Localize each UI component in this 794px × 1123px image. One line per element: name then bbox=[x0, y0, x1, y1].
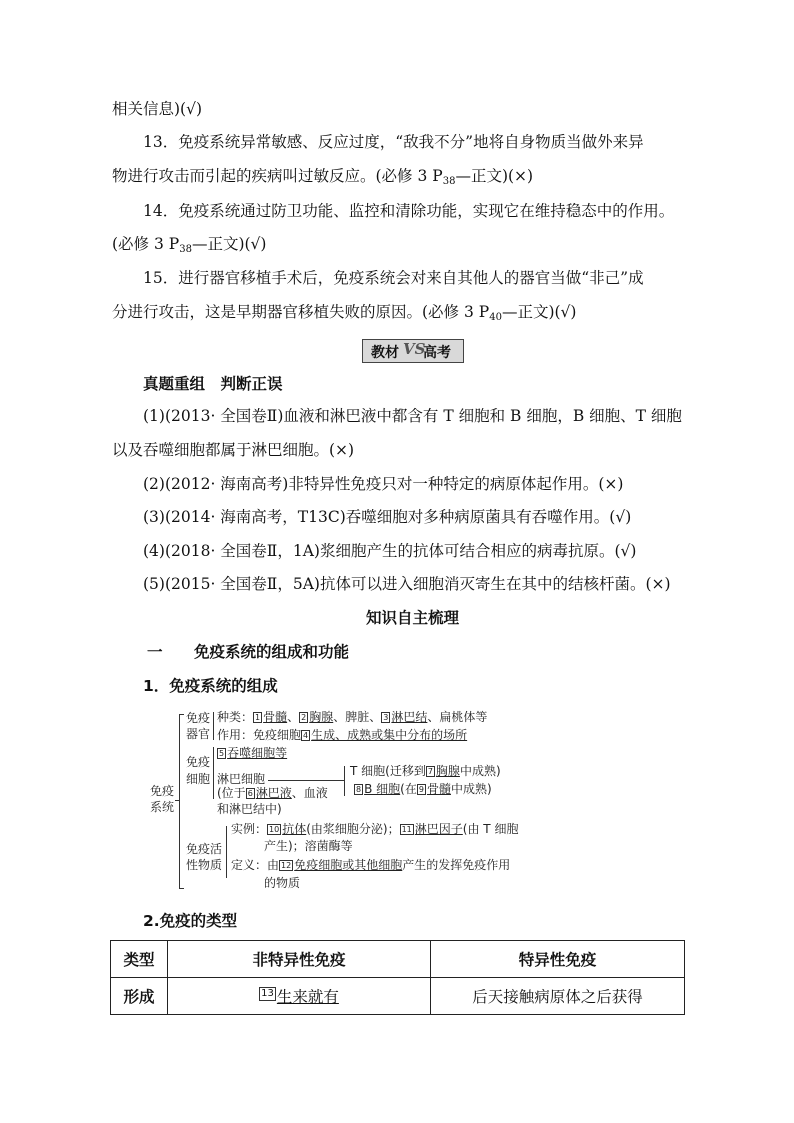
textbook-vs-exam-badge bbox=[362, 339, 464, 363]
active-definition: 定义：由 12 免疫细胞或其他细胞产生的发挥免疫作用 bbox=[231, 858, 511, 872]
organ-label: 器官 bbox=[186, 727, 211, 741]
table-header-cell: 非特异性免疫 bbox=[168, 941, 431, 978]
statement-15-line1: 15．进行器官移植手术后，免疫系统会对来自其他人的器官当做“非己”成 bbox=[143, 269, 644, 287]
table-cell: 形成 bbox=[111, 978, 168, 1015]
diagram-root-label: 免疫 bbox=[150, 784, 175, 798]
question-item: (3)(2014· 海南高考，T13C)吞噬细胞对多种病原菌具有吞噬作用。(√) bbox=[143, 508, 632, 526]
table-header-cell: 类型 bbox=[111, 941, 168, 978]
organ-label: 免疫 bbox=[186, 711, 211, 725]
question-item: (2)(2012· 海南高考)非特异性免疫只对一种特定的病原体起作用。(×) bbox=[143, 475, 624, 493]
active-examples-cont: 产生)；溶菌酶等 bbox=[264, 839, 353, 853]
brace-tick bbox=[179, 888, 184, 889]
badge-left-label: 教材 bbox=[371, 345, 399, 361]
brace-tick bbox=[175, 800, 179, 801]
diagram-root-label: 系统 bbox=[150, 800, 175, 814]
organ-kinds: 种类： 1 骨髓、 2 胸腺、脾脏、 3 淋巴结、扁桃体等 bbox=[217, 710, 488, 724]
organ-function: 作用：免疫细胞 4 生成、成熟或集中分布的场所 bbox=[217, 728, 468, 742]
statement-15-line2: 分进行攻击，这是早期器官移植失败的原因。(必修 3 $P_{40}—$正文)(√) bbox=[112, 303, 577, 323]
active-substance-label: 免疫活 bbox=[186, 842, 223, 856]
main-brace bbox=[179, 714, 180, 888]
phagocyte-line: 5 吞噬细胞等 bbox=[219, 746, 288, 760]
section-heading: 真题重组 判断正误 bbox=[143, 375, 283, 393]
table-row bbox=[111, 978, 685, 1015]
cell-label: 免疫 bbox=[186, 755, 211, 769]
active-substance-label: 性物质 bbox=[186, 858, 223, 872]
cell-label: 细胞 bbox=[186, 772, 211, 786]
question-item: (5)(2015· 全国卷Ⅱ，5A)抗体可以进入细胞消灭寄生在其中的结核杆菌。(×) bbox=[143, 575, 671, 593]
part-number: 一 bbox=[147, 643, 163, 661]
statement-14-line2: (必修 3 $P_{38}—$正文)(√) bbox=[112, 235, 267, 255]
badge-vs-label: VS bbox=[403, 340, 426, 358]
table-header-cell: 特异性免疫 bbox=[431, 941, 685, 978]
center-title: 知识自主梳理 bbox=[366, 609, 460, 627]
table-header-row bbox=[111, 941, 685, 978]
active-brace bbox=[226, 826, 227, 878]
subsection-title: 1．免疫系统的组成 bbox=[143, 677, 278, 695]
question-item: (4)(2018· 全国卷Ⅱ，1A)浆细胞产生的抗体可结合相应的病毒抗原。(√) bbox=[143, 542, 637, 560]
brace-tick bbox=[179, 714, 184, 715]
table-cell: 后天接触病原体之后获得 bbox=[431, 978, 685, 1015]
subsection-title: 2.免疫的类型 bbox=[143, 912, 238, 930]
statement-13-line1: 13．免疫系统异常敏感、反应过度，“敌我不分”地将自身物质当做外来异 bbox=[143, 133, 644, 151]
statement-13-line2: 物进行攻击而引起的疾病叫过敏反应。(必修 3 $P_{38}—$正文)(×) bbox=[112, 167, 534, 187]
lymphocyte-label: 淋巴细胞 bbox=[217, 772, 266, 786]
active-definition-cont: 的物质 bbox=[264, 876, 301, 890]
b-cell-line: 8 B 细胞(在 9 骨髓中成熟) bbox=[356, 782, 492, 796]
lymphocyte-location: (位于 6 淋巴液、血液 bbox=[217, 786, 328, 800]
text-line: 相关信息)(√) bbox=[112, 100, 203, 118]
lymphocyte-brace bbox=[344, 766, 345, 796]
immunity-type-table bbox=[110, 940, 685, 1015]
t-cell-line: T 细胞(迁移到 7 胸腺中成熟) bbox=[350, 764, 501, 778]
lymphocyte-location-end: 和淋巴结中) bbox=[217, 802, 282, 816]
organ-brace bbox=[213, 712, 214, 740]
part-title: 免疫系统的组成和功能 bbox=[194, 643, 350, 661]
cell-brace bbox=[213, 747, 214, 799]
statement-14-line1: 14．免疫系统通过防卫功能、监控和清除功能，实现它在维持稳态中的作用。 bbox=[143, 202, 675, 220]
question-item: (1)(2013· 全国卷Ⅱ)血液和淋巴液中都含有 T 细胞和 B 细胞，B 细胞、T 细胞 bbox=[143, 407, 682, 425]
lymphocyte-line bbox=[268, 780, 344, 781]
table-cell: 13 生来就有 bbox=[168, 978, 431, 1015]
active-examples: 实例： 10 抗体(由浆细胞分泌)； 11 淋巴因子(由 T 细胞 bbox=[231, 822, 519, 836]
question-item: 以及吞噬细胞都属于淋巴细胞。(×) bbox=[112, 441, 355, 459]
badge-right-label: 高考 bbox=[423, 345, 451, 361]
